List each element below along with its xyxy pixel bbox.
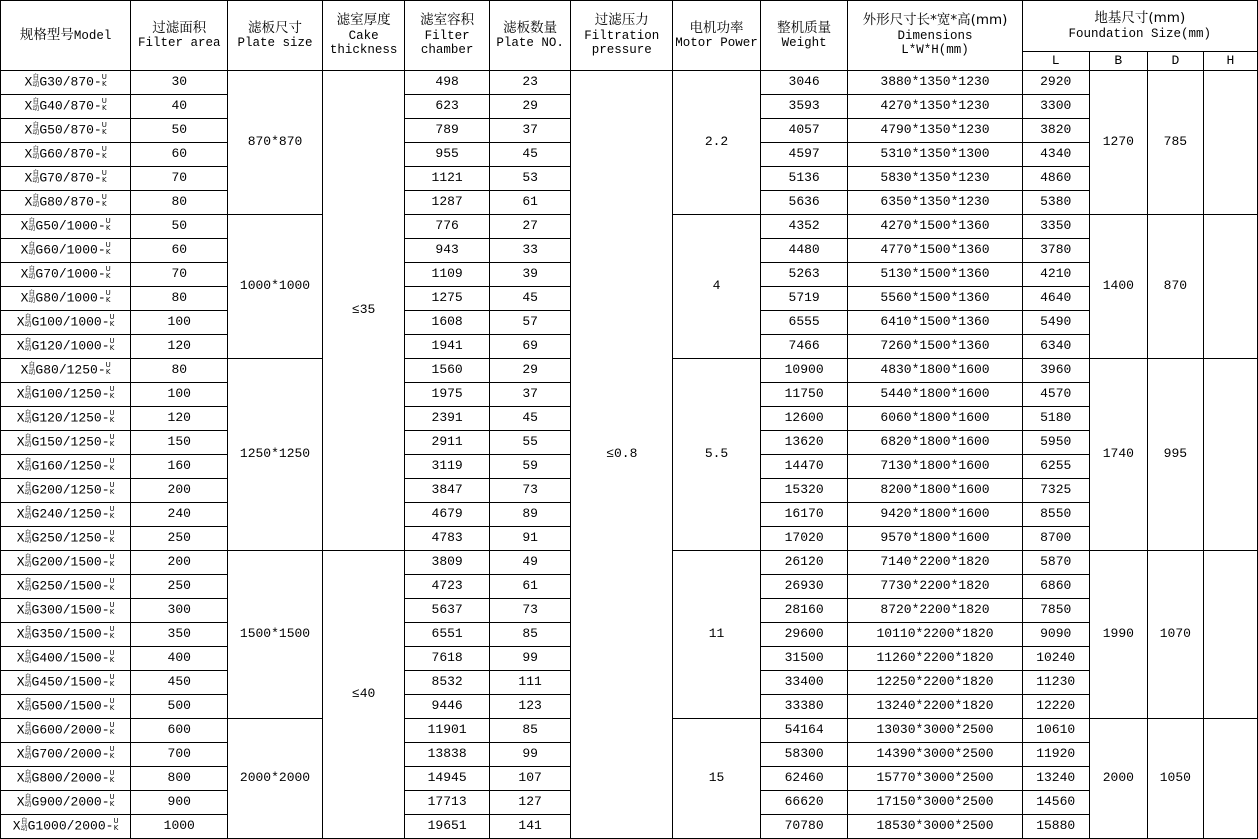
cell-filter-chamber: 7618: [405, 647, 490, 671]
cell-weight: 14470: [760, 455, 848, 479]
cell-weight: 17020: [760, 527, 848, 551]
cell-filter-chamber: 8532: [405, 671, 490, 695]
cell-foundation-L: 2920: [1022, 71, 1089, 95]
cell-model: X 自 动 G120/1000- U K: [1, 335, 131, 359]
cell-filter-chamber: 1109: [405, 263, 490, 287]
cell-plate-no: 29: [489, 95, 570, 119]
cell-model: X 自 动 G80/1000- U K: [1, 287, 131, 311]
cell-weight: 4057: [760, 119, 848, 143]
header-filtration-pressure: 过滤压力 Filtration pressure: [571, 1, 673, 71]
cell-model: X 自 动 G50/870- U K: [1, 119, 131, 143]
cell-foundation-H: [1203, 71, 1257, 215]
cell-dimensions: 5130*1500*1360: [848, 263, 1022, 287]
cell-foundation-L: 10610: [1022, 719, 1089, 743]
cell-dimensions: 5560*1500*1360: [848, 287, 1022, 311]
header-plate-no: 滤板数量 Plate NO.: [489, 1, 570, 71]
cell-plate-no: 39: [489, 263, 570, 287]
cell-weight: 33400: [760, 671, 848, 695]
cell-dimensions: 12250*2200*1820: [848, 671, 1022, 695]
cell-model: X 自 动 G50/1000- U K: [1, 215, 131, 239]
cell-dimensions: 3880*1350*1230: [848, 71, 1022, 95]
cell-filter-chamber: 4679: [405, 503, 490, 527]
cell-filter-area: 120: [131, 407, 228, 431]
cell-model: X 自 动 G70/870- U K: [1, 167, 131, 191]
cell-dimensions: 6350*1350*1230: [848, 191, 1022, 215]
cell-model: X 自 动 G100/1000- U K: [1, 311, 131, 335]
cell-filter-chamber: 13838: [405, 743, 490, 767]
cell-filter-chamber: 3119: [405, 455, 490, 479]
cell-dimensions: 9570*1800*1600: [848, 527, 1022, 551]
header-model-cn: 规格型号: [19, 26, 74, 43]
cell-foundation-D: 1070: [1147, 551, 1203, 719]
header-plate-size: 滤板尺寸 Plate size: [228, 1, 323, 71]
cell-plate-no: 45: [489, 143, 570, 167]
cell-plate-no: 85: [489, 719, 570, 743]
cell-filter-area: 200: [131, 551, 228, 575]
cell-weight: 62460: [760, 767, 848, 791]
cell-plate-no: 37: [489, 119, 570, 143]
cell-foundation-B: 1270: [1089, 71, 1147, 215]
cell-foundation-L: 6255: [1022, 455, 1089, 479]
cell-dimensions: 10110*2200*1820: [848, 623, 1022, 647]
cell-foundation-L: 5380: [1022, 191, 1089, 215]
cell-model: X 自 动 G40/870- U K: [1, 95, 131, 119]
cell-filter-area: 900: [131, 791, 228, 815]
cell-filter-chamber: 1275: [405, 287, 490, 311]
cell-filter-chamber: 498: [405, 71, 490, 95]
cell-filtration-pressure: ≤0.8: [571, 71, 673, 839]
cell-filter-area: 700: [131, 743, 228, 767]
cell-filter-chamber: 789: [405, 119, 490, 143]
cell-filter-chamber: 1608: [405, 311, 490, 335]
cell-filter-chamber: 17713: [405, 791, 490, 815]
cell-weight: 7466: [760, 335, 848, 359]
cell-weight: 33380: [760, 695, 848, 719]
cell-foundation-L: 5180: [1022, 407, 1089, 431]
cell-motor-power: 4: [673, 215, 761, 359]
cell-filter-chamber: 3847: [405, 479, 490, 503]
cell-foundation-B: 1400: [1089, 215, 1147, 359]
cell-filter-chamber: 2391: [405, 407, 490, 431]
cell-weight: 15320: [760, 479, 848, 503]
cell-foundation-L: 5870: [1022, 551, 1089, 575]
cell-filter-area: 300: [131, 599, 228, 623]
cell-filter-chamber: 1975: [405, 383, 490, 407]
cell-filter-chamber: 2911: [405, 431, 490, 455]
cell-weight: 3593: [760, 95, 848, 119]
cell-foundation-L: 4340: [1022, 143, 1089, 167]
cell-plate-no: 73: [489, 599, 570, 623]
cell-filter-chamber: 1560: [405, 359, 490, 383]
cell-weight: 3046: [760, 71, 848, 95]
header-cake-thickness: 滤室厚度 Cake thickness: [322, 1, 405, 71]
cell-weight: 12600: [760, 407, 848, 431]
header-motor-power: 电机功率 Motor Power: [673, 1, 761, 71]
header-filter-chamber: 滤室容积 Filter chamber: [405, 1, 490, 71]
cell-dimensions: 18530*3000*2500: [848, 815, 1022, 839]
cell-weight: 13620: [760, 431, 848, 455]
cell-filter-area: 70: [131, 263, 228, 287]
cell-model: X 自 动 G100/1250- U K: [1, 383, 131, 407]
cell-plate-no: 141: [489, 815, 570, 839]
cell-weight: 26930: [760, 575, 848, 599]
cell-foundation-L: 4860: [1022, 167, 1089, 191]
cell-foundation-L: 12220: [1022, 695, 1089, 719]
cell-filter-chamber: 4723: [405, 575, 490, 599]
cell-plate-no: 23: [489, 71, 570, 95]
cell-weight: 5263: [760, 263, 848, 287]
cell-filter-chamber: 19651: [405, 815, 490, 839]
cell-model: X 自 动 G60/870- U K: [1, 143, 131, 167]
cell-filter-chamber: 1941: [405, 335, 490, 359]
cell-filter-area: 80: [131, 359, 228, 383]
cell-model: X 自 动 G70/1000- U K: [1, 263, 131, 287]
cell-cake-thickness: ≤35: [322, 71, 405, 551]
cell-filter-area: 450: [131, 671, 228, 695]
cell-filter-area: 160: [131, 455, 228, 479]
cell-weight: 31500: [760, 647, 848, 671]
cell-filter-chamber: 5637: [405, 599, 490, 623]
cell-filter-chamber: 11901: [405, 719, 490, 743]
cell-plate-no: 55: [489, 431, 570, 455]
cell-filter-area: 120: [131, 335, 228, 359]
cell-filter-area: 80: [131, 191, 228, 215]
cell-plate-no: 91: [489, 527, 570, 551]
cell-foundation-D: 995: [1147, 359, 1203, 551]
cell-foundation-L: 15880: [1022, 815, 1089, 839]
header-foundation-B: B: [1089, 52, 1147, 71]
cell-filter-area: 1000: [131, 815, 228, 839]
cell-weight: 5719: [760, 287, 848, 311]
cell-plate-no: 123: [489, 695, 570, 719]
cell-plate-no: 69: [489, 335, 570, 359]
cell-dimensions: 9420*1800*1600: [848, 503, 1022, 527]
cell-dimensions: 7140*2200*1820: [848, 551, 1022, 575]
cell-dimensions: 8200*1800*1600: [848, 479, 1022, 503]
cell-filter-area: 800: [131, 767, 228, 791]
cell-plate-size: 870*870: [228, 71, 323, 215]
cell-dimensions: 7260*1500*1360: [848, 335, 1022, 359]
cell-foundation-L: 8550: [1022, 503, 1089, 527]
header-weight: 整机质量 Weight: [760, 1, 848, 71]
cell-dimensions: 5310*1350*1300: [848, 143, 1022, 167]
cell-filter-area: 600: [131, 719, 228, 743]
cell-model: X 自 动 G240/1250- U K: [1, 503, 131, 527]
header-filter-area: 过滤面积 Filter area: [131, 1, 228, 71]
cell-foundation-L: 5950: [1022, 431, 1089, 455]
cell-filter-area: 150: [131, 431, 228, 455]
cell-foundation-L: 7325: [1022, 479, 1089, 503]
table-header: [1, 1, 1258, 71]
header-foundation-D: D: [1147, 52, 1203, 71]
cell-filter-area: 100: [131, 311, 228, 335]
cell-foundation-D: 785: [1147, 71, 1203, 215]
cell-model: X 自 动 G600/2000- U K: [1, 719, 131, 743]
cell-dimensions: 5440*1800*1600: [848, 383, 1022, 407]
header-foundation-L: L: [1022, 52, 1089, 71]
cell-dimensions: 7730*2200*1820: [848, 575, 1022, 599]
cell-foundation-H: [1203, 359, 1257, 551]
cell-weight: 4480: [760, 239, 848, 263]
cell-weight: 4352: [760, 215, 848, 239]
table-body: [1, 71, 1258, 839]
cell-plate-no: 59: [489, 455, 570, 479]
cell-filter-area: 70: [131, 167, 228, 191]
cell-weight: 58300: [760, 743, 848, 767]
cell-weight: 5636: [760, 191, 848, 215]
cell-foundation-L: 14560: [1022, 791, 1089, 815]
cell-foundation-D: 870: [1147, 215, 1203, 359]
cell-filter-chamber: 3809: [405, 551, 490, 575]
cell-plate-no: 107: [489, 767, 570, 791]
cell-plate-no: 57: [489, 311, 570, 335]
cell-model: X 自 动 G150/1250- U K: [1, 431, 131, 455]
cell-weight: 54164: [760, 719, 848, 743]
cell-weight: 5136: [760, 167, 848, 191]
cell-model: X 自 动 G350/1500- U K: [1, 623, 131, 647]
cell-plate-size: 1250*1250: [228, 359, 323, 551]
cell-plate-no: 29: [489, 359, 570, 383]
cell-model: X 自 动 G300/1500- U K: [1, 599, 131, 623]
cell-filter-area: 50: [131, 215, 228, 239]
cell-dimensions: 4790*1350*1230: [848, 119, 1022, 143]
cell-foundation-L: 13240: [1022, 767, 1089, 791]
cell-dimensions: 11260*2200*1820: [848, 647, 1022, 671]
cell-foundation-L: 6860: [1022, 575, 1089, 599]
cell-filter-chamber: 6551: [405, 623, 490, 647]
cell-weight: 10900: [760, 359, 848, 383]
cell-dimensions: 4270*1350*1230: [848, 95, 1022, 119]
cell-model: X 自 动 G80/870- U K: [1, 191, 131, 215]
cell-foundation-B: 2000: [1089, 719, 1147, 839]
cell-plate-no: 99: [489, 647, 570, 671]
cell-dimensions: 13240*2200*1820: [848, 695, 1022, 719]
cell-foundation-L: 3820: [1022, 119, 1089, 143]
cell-dimensions: 6820*1800*1600: [848, 431, 1022, 455]
cell-dimensions: 8720*2200*1820: [848, 599, 1022, 623]
cell-weight: 4597: [760, 143, 848, 167]
cell-foundation-L: 10240: [1022, 647, 1089, 671]
cell-motor-power: 2.2: [673, 71, 761, 215]
cell-weight: 66620: [760, 791, 848, 815]
cell-filter-area: 200: [131, 479, 228, 503]
cell-motor-power: 11: [673, 551, 761, 719]
cell-dimensions: 6060*1800*1600: [848, 407, 1022, 431]
cell-dimensions: 7130*1800*1600: [848, 455, 1022, 479]
cell-foundation-L: 4640: [1022, 287, 1089, 311]
cell-model: X 自 动 G160/1250- U K: [1, 455, 131, 479]
cell-filter-chamber: 4783: [405, 527, 490, 551]
cell-weight: 26120: [760, 551, 848, 575]
cell-dimensions: 5830*1350*1230: [848, 167, 1022, 191]
cell-dimensions: 13030*3000*2500: [848, 719, 1022, 743]
cell-filter-chamber: 943: [405, 239, 490, 263]
cell-model: X 自 动 G200/1500- U K: [1, 551, 131, 575]
cell-model: X 自 动 G30/870- U K: [1, 71, 131, 95]
cell-model: X 自 动 G450/1500- U K: [1, 671, 131, 695]
cell-filter-chamber: 955: [405, 143, 490, 167]
cell-foundation-B: 1990: [1089, 551, 1147, 719]
cell-dimensions: 4270*1500*1360: [848, 215, 1022, 239]
cell-plate-no: 37: [489, 383, 570, 407]
cell-plate-no: 111: [489, 671, 570, 695]
cell-foundation-L: 3300: [1022, 95, 1089, 119]
cell-plate-no: 61: [489, 575, 570, 599]
cell-model: X 自 动 G250/1250- U K: [1, 527, 131, 551]
cell-plate-no: 99: [489, 743, 570, 767]
cell-weight: 16170: [760, 503, 848, 527]
cell-foundation-L: 5490: [1022, 311, 1089, 335]
header-foundation: 地基尺寸(mm) Foundation Size(mm): [1022, 1, 1257, 52]
cell-filter-chamber: 1121: [405, 167, 490, 191]
cell-filter-area: 250: [131, 527, 228, 551]
cell-weight: 6555: [760, 311, 848, 335]
cell-model: X 自 动 G1000/2000- U K: [1, 815, 131, 839]
cell-filter-area: 60: [131, 239, 228, 263]
cell-filter-area: 250: [131, 575, 228, 599]
cell-weight: 28160: [760, 599, 848, 623]
cell-weight: 70780: [760, 815, 848, 839]
cell-dimensions: 6410*1500*1360: [848, 311, 1022, 335]
cell-foundation-H: [1203, 215, 1257, 359]
cell-filter-chamber: 776: [405, 215, 490, 239]
header-model: [1, 1, 131, 71]
cell-model: X 自 动 G800/2000- U K: [1, 767, 131, 791]
cell-filter-area: 30: [131, 71, 228, 95]
cell-filter-chamber: 14945: [405, 767, 490, 791]
cell-foundation-H: [1203, 719, 1257, 839]
cell-filter-area: 40: [131, 95, 228, 119]
cell-weight: 11750: [760, 383, 848, 407]
cell-plate-no: 53: [489, 167, 570, 191]
cell-model: X 自 动 G200/1250- U K: [1, 479, 131, 503]
cell-plate-no: 85: [489, 623, 570, 647]
cell-foundation-L: 9090: [1022, 623, 1089, 647]
cell-filter-area: 240: [131, 503, 228, 527]
cell-foundation-L: 6340: [1022, 335, 1089, 359]
cell-filter-area: 60: [131, 143, 228, 167]
cell-filter-chamber: 623: [405, 95, 490, 119]
cell-model: X 自 动 G900/2000- U K: [1, 791, 131, 815]
cell-weight: 29600: [760, 623, 848, 647]
header-dimensions: 外形尺寸长*宽*高(mm) Dimensions L*W*H(mm): [848, 1, 1022, 71]
cell-model: X 自 动 G60/1000- U K: [1, 239, 131, 263]
cell-motor-power: 15: [673, 719, 761, 839]
table-row: [1, 71, 1258, 95]
cell-filter-area: 80: [131, 287, 228, 311]
cell-plate-no: 33: [489, 239, 570, 263]
cell-foundation-L: 4570: [1022, 383, 1089, 407]
cell-foundation-L: 11920: [1022, 743, 1089, 767]
cell-foundation-L: 3780: [1022, 239, 1089, 263]
cell-plate-size: 2000*2000: [228, 719, 323, 839]
cell-dimensions: 4770*1500*1360: [848, 239, 1022, 263]
cell-model: X 自 动 G400/1500- U K: [1, 647, 131, 671]
cell-filter-area: 400: [131, 647, 228, 671]
cell-foundation-L: 3350: [1022, 215, 1089, 239]
cell-model: X 自 动 G120/1250- U K: [1, 407, 131, 431]
cell-plate-no: 73: [489, 479, 570, 503]
cell-plate-no: 45: [489, 407, 570, 431]
header-foundation-H: H: [1203, 52, 1257, 71]
cell-plate-size: 1000*1000: [228, 215, 323, 359]
cell-foundation-L: 8700: [1022, 527, 1089, 551]
cell-filter-chamber: 9446: [405, 695, 490, 719]
cell-plate-no: 89: [489, 503, 570, 527]
cell-foundation-B: 1740: [1089, 359, 1147, 551]
cell-dimensions: 14390*3000*2500: [848, 743, 1022, 767]
cell-filter-area: 350: [131, 623, 228, 647]
cell-plate-no: 127: [489, 791, 570, 815]
cell-plate-no: 61: [489, 191, 570, 215]
cell-foundation-L: 4210: [1022, 263, 1089, 287]
cell-foundation-H: [1203, 551, 1257, 719]
cell-model: X 自 动 G80/1250- U K: [1, 359, 131, 383]
cell-plate-no: 49: [489, 551, 570, 575]
cell-motor-power: 5.5: [673, 359, 761, 551]
cell-foundation-L: 7850: [1022, 599, 1089, 623]
cell-foundation-L: 11230: [1022, 671, 1089, 695]
cell-plate-no: 45: [489, 287, 570, 311]
cell-filter-chamber: 1287: [405, 191, 490, 215]
cell-model: X 自 动 G700/2000- U K: [1, 743, 131, 767]
cell-filter-area: 100: [131, 383, 228, 407]
cell-filter-area: 500: [131, 695, 228, 719]
header-model-en: Model: [73, 28, 112, 43]
cell-dimensions: 15770*3000*2500: [848, 767, 1022, 791]
cell-plate-no: 27: [489, 215, 570, 239]
cell-model: X 自 动 G500/1500- U K: [1, 695, 131, 719]
cell-foundation-D: 1050: [1147, 719, 1203, 839]
cell-foundation-L: 3960: [1022, 359, 1089, 383]
cell-model: X 自 动 G250/1500- U K: [1, 575, 131, 599]
cell-cake-thickness: ≤40: [322, 551, 405, 839]
cell-filter-area: 50: [131, 119, 228, 143]
cell-dimensions: 4830*1800*1600: [848, 359, 1022, 383]
cell-plate-size: 1500*1500: [228, 551, 323, 719]
cell-dimensions: 17150*3000*2500: [848, 791, 1022, 815]
